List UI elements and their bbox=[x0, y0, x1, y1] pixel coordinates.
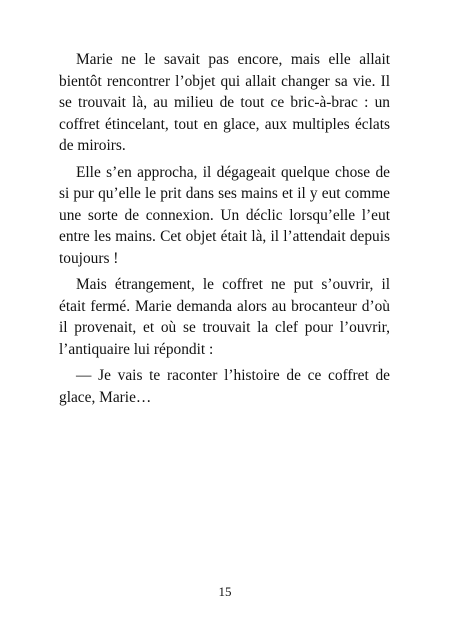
body-text bbox=[59, 49, 390, 413]
paragraph-4-dialogue: — Je vais te raconter l’histoire de ce coffret de glace, Marie… bbox=[59, 367, 390, 406]
paragraph-1: Marie ne le savait pas encore, mais elle allait bientôt rencontrer l’objet qui allait changer sa vie. Il se trouvait là, au milieu de tout ce bric-à-brac : un coffret étincelant, tout en glace, aux multiples éclats de miroirs. bbox=[59, 51, 390, 154]
paragraph-2: Elle s’en approcha, il dégageait quelque chose de si pur qu’elle le prit dans ses mains et il y eut comme une sorte de connexion. Un déclic lorsqu’elle l’eut entre les mains. Cet objet était là, il l’attendait depuis toujours ! bbox=[59, 163, 390, 267]
page-number: 15 bbox=[218, 584, 232, 599]
paragraph-3: Mais étrangement, le coffret ne put s’ouvrir, il était fermé. Marie demanda alors au brocanteur d’où il provenait, et où se trouvait la clef pour l’ouvrir, l’antiquaire lui répondit : bbox=[59, 276, 390, 358]
